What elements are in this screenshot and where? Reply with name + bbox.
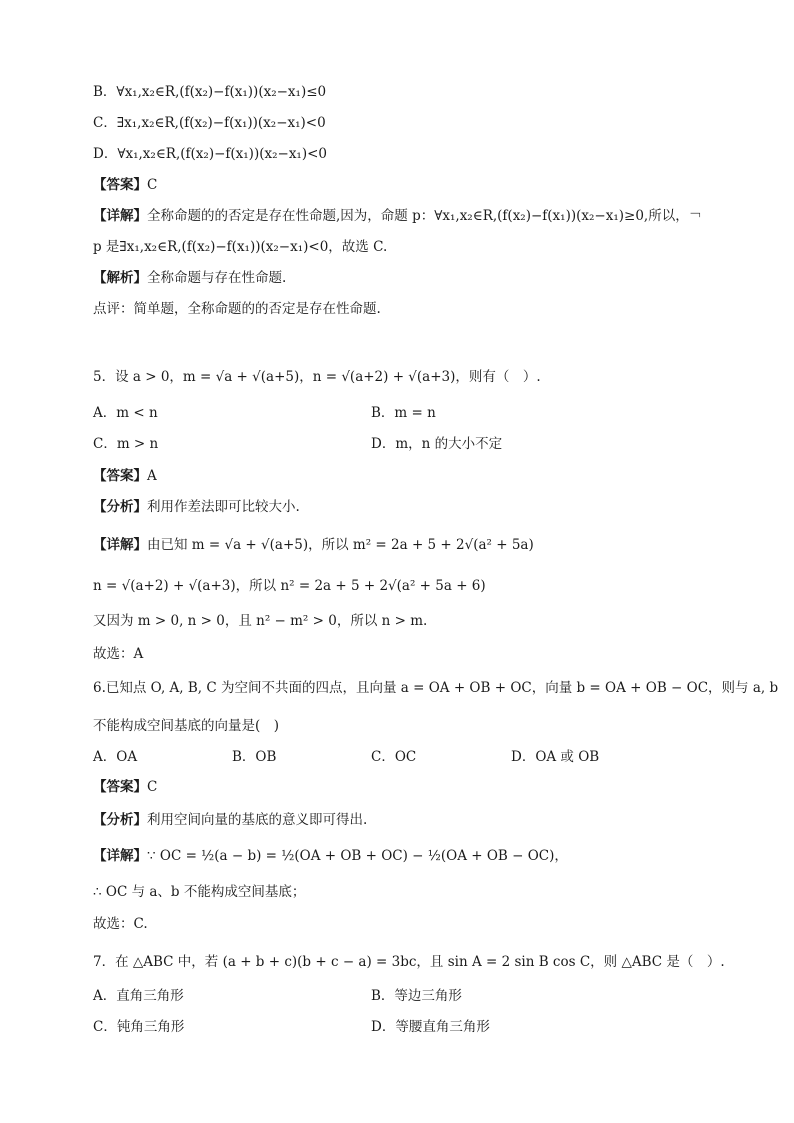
q4-detail — [93, 206, 702, 226]
q7-option-b: B．等边三角形 — [371, 988, 462, 1004]
q4-option-c: C．∃x₁,x₂∈R,(f(x₂)−f(x₁))(x₂−x₁)<0 — [93, 115, 326, 131]
q6-stem-cont: 不能构成空间基底的向量是( ) — [93, 718, 280, 734]
q5-option-c: C．m > n — [93, 436, 159, 452]
analysis-text: 利用空间向量的基底的意义即可得出. — [147, 812, 368, 828]
analysis-text: 全称命题与存在性命题. — [147, 270, 287, 286]
detail-text: 全称命题的的否定是存在性命题,因为，命题 p：∀x₁,x₂∈R,(f(x₂)−f(x₁))(x₂−x₁)≥0,所以，￢ — [147, 208, 703, 224]
q4-option-b: B．∀x₁,x₂∈R,(f(x₂)−f(x₁))(x₂−x₁)≤0 — [93, 84, 327, 100]
answer-value: C — [147, 779, 158, 795]
q4-detail-cont: p 是∃x₁,x₂∈R,(f(x₂)−f(x₁))(x₂−x₁)<0，故选 C. — [93, 239, 388, 255]
detail-text: 由已知 m = √a + √(a+5)，所以 m² = 2a + 5 + 2√(a² + 5a) — [147, 537, 534, 553]
q5-detail — [93, 535, 534, 555]
analysis-tag: 【解析】 — [93, 270, 147, 286]
answer-value: A — [147, 468, 157, 484]
analysis-tag: 【分析】 — [93, 499, 147, 515]
q6-detail-2: ∴ OC 与 a、b 不能构成空间基底； — [93, 884, 306, 900]
q5-option-b: B．m = n — [371, 405, 436, 421]
q4-answer — [93, 175, 157, 195]
q7-option-d: D．等腰直角三角形 — [371, 1019, 490, 1035]
q6-option-c: C．OC — [371, 749, 417, 765]
q6-option-b: B．OB — [232, 749, 277, 765]
q6-option-a: A．OA — [93, 749, 138, 765]
q5-detail-3: 又因为 m > 0, n > 0，且 n² − m² > 0，所以 n > m. — [93, 613, 428, 629]
q4-option-d: D．∀x₁,x₂∈R,(f(x₂)−f(x₁))(x₂−x₁)<0 — [93, 146, 328, 162]
detail-tag: 【详解】 — [93, 848, 147, 864]
q5-detail-2: n = √(a+2) + √(a+3)，所以 n² = 2a + 5 + 2√(a² + 5a + 6) — [93, 578, 486, 594]
q6-answer — [93, 777, 157, 797]
analysis-text: 利用作差法即可比较大小. — [147, 499, 300, 515]
q6-option-d: D．OA 或 OB — [511, 749, 600, 765]
q5-stem: 5．设 a > 0，m = √a + √(a+5)，n = √(a+2) + √(a+3)，则有（ ）. — [93, 369, 541, 385]
q7-option-c: C．钝角三角形 — [93, 1019, 185, 1035]
answer-tag: 【答案】 — [93, 779, 147, 795]
answer-tag: 【答案】 — [93, 468, 147, 484]
q6-conclusion: 故选：C. — [93, 916, 148, 932]
detail-tag: 【详解】 — [93, 208, 147, 224]
answer-tag: 【答案】 — [93, 177, 147, 193]
q5-option-a: A．m < n — [93, 405, 158, 421]
q5-conclusion: 故选：A — [93, 646, 144, 662]
q4-comment: 点评：简单题，全称命题的的否定是存在性命题. — [93, 301, 381, 317]
q6-detail — [93, 846, 568, 866]
q5-option-d: D．m，n 的大小不定 — [371, 436, 503, 452]
q7-stem: 7．在 △ABC 中，若 (a + b + c)(b + c − a) = 3bc，且 sin A = 2 sin B cos C，则 △ABC 是（ ）. — [93, 954, 725, 970]
q5-answer — [93, 466, 157, 486]
q5-analysis — [93, 497, 300, 517]
detail-tag: 【详解】 — [93, 537, 147, 553]
detail-text: ∵ OC = ½(a − b) = ½(OA + OB + OC) − ½(OA + OB − OC)， — [147, 848, 568, 864]
q7-option-a: A．直角三角形 — [93, 988, 184, 1004]
q6-analysis — [93, 810, 367, 830]
q6-stem: 6.已知点 O, A, B, C 为空间不共面的四点，且向量 a = OA + OB + OC，向量 b = OA + OB − OC，则与 a, b — [93, 680, 779, 696]
answer-value: C — [147, 177, 158, 193]
analysis-tag: 【分析】 — [93, 812, 147, 828]
q4-analysis — [93, 268, 286, 288]
